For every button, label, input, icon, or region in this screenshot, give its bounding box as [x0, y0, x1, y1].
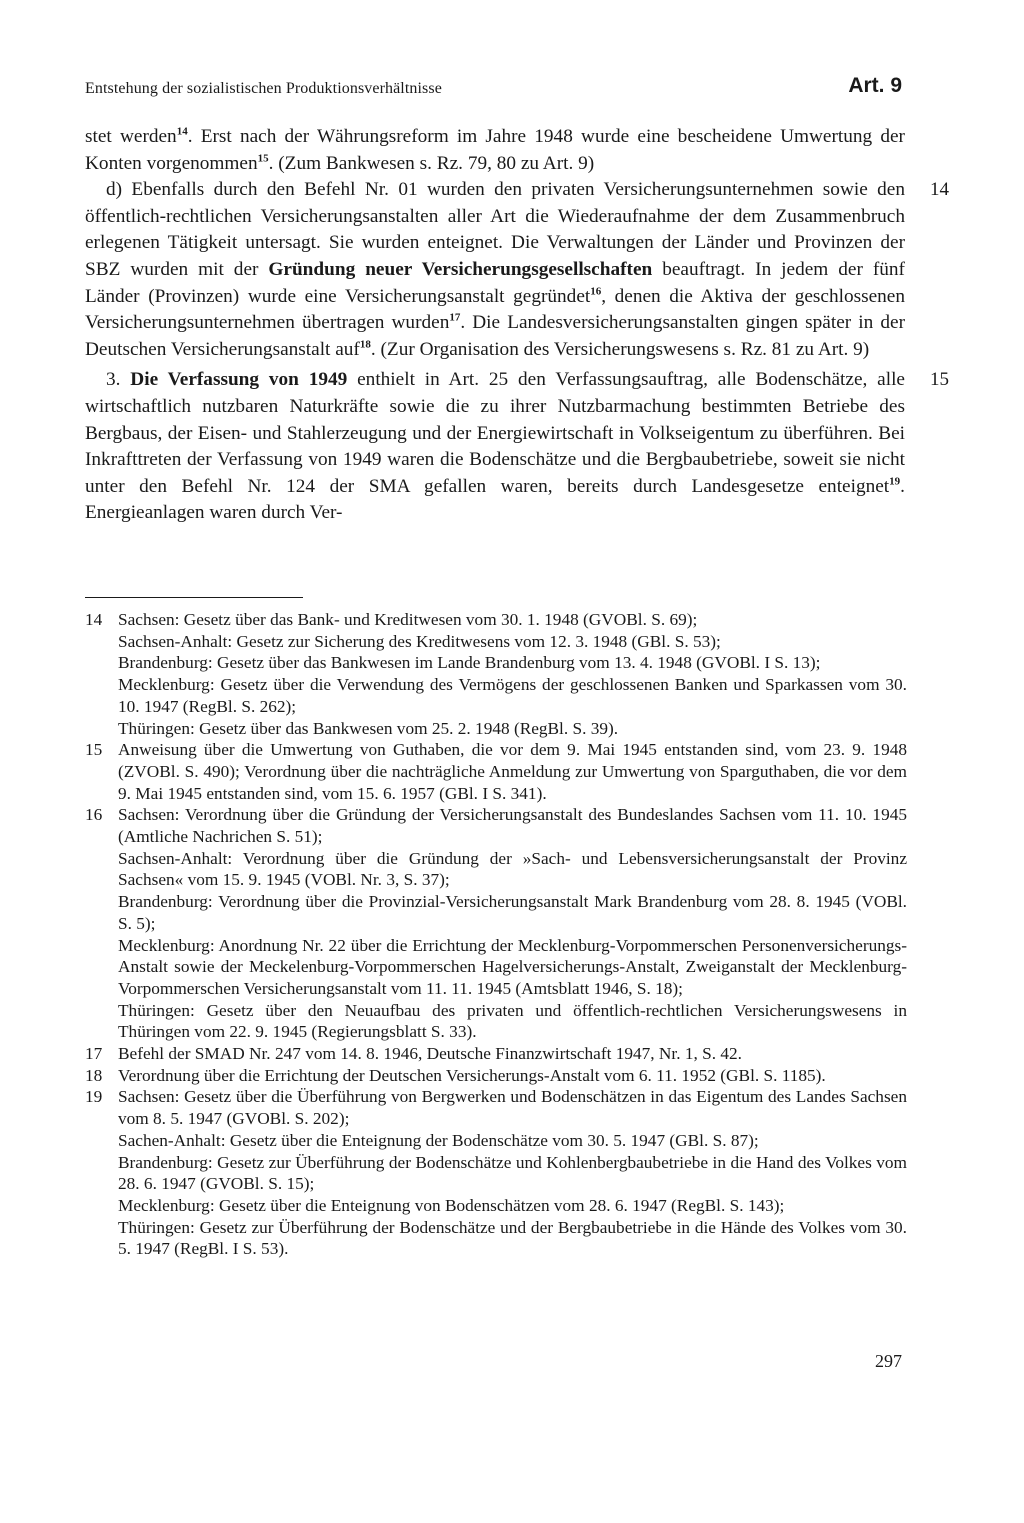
footnote-divider — [85, 597, 303, 598]
footnote-ref: 14 — [176, 125, 188, 138]
footnote — [85, 739, 907, 804]
footnote — [85, 1065, 907, 1087]
text-run: stet werden — [85, 126, 177, 147]
footnote-line: Sachsen-Anhalt: Verordnung über die Gründung der »Sach- und Lebensversicherungsanstalt der Provinz Sachsen« vom 15. 9. 1945 (VOBl. Nr. 3, S. 37); — [118, 848, 907, 890]
emphasis: Die Verfassung von 1949 — [130, 369, 348, 391]
emphasis: Gründung neuer Versicherungsgesellschaften — [268, 258, 653, 280]
footnote-line: Brandenburg: Gesetz zur Überführung der Bodenschätze und Kohlenbergbaubetriebe in die Hand des Volkes vom 28. 6. 1947 (GVOBl. S. 15); — [118, 1152, 907, 1194]
text-run: beauftragt. In jedem der fünf Länder (Provinzen) wurde eine Versicherungsanstalt gegründet — [85, 258, 905, 307]
footnote — [85, 609, 907, 739]
footnote-ref: 19 — [889, 475, 901, 488]
text-run: . (Zur Organisation des Versicherungswesens s. Rz. 81 zu Art. 9) — [370, 338, 870, 360]
text-run: . Die Landesversicherungsanstalten gingen später in der Deutschen Versicherungsanstalt auf — [85, 312, 905, 360]
footnote-number: 19 — [85, 1087, 103, 1107]
footnote-number: 18 — [85, 1065, 103, 1085]
text-run: d) Ebenfalls durch den Befehl Nr. 01 wurden den privaten Versicherungsunternehmen sowie den öffentlich-rechtlichen Versicherungsanstalten aller Art die Wiederaufnahme der dem Zusammenbruch erlegenen Tätigkeit untersagt. Sie wurden enteignet. Die Verwaltungen der Länder und Provinzen der SBZ wurden mit der — [85, 179, 905, 280]
page-number: 297 — [875, 1351, 902, 1371]
text-run: enthielt in Art. 25 den Verfassungsauftrag, alle Bodenschätze, alle wirtschaftlich nutzbaren Naturkräfte sowie die zu ihrer Nutzbarmachung bestimmten Betriebe des Bergbaus, der Eisen- und Stahlerzeugung und der Energiewirtschaft in Volkseigentum zu überführen. Bei Inkrafttreten der Verfassung von 1949 waren die Bodenschätze und die Bergbaubetriebe, soweit sie nicht unter den Befehl Nr. 124 der SMA gefallen waren, bereits durch Landesgesetze enteignet — [85, 369, 905, 497]
text-run: , denen die Aktiva der geschlossenen Versicherungsunternehmen übertragen wurden — [85, 285, 905, 334]
footnote-line: Brandenburg: Gesetz über das Bankwesen im Lande Brandenburg vom 13. 4. 1948 (GVOBl. I S. 13); — [118, 653, 821, 673]
footnote-ref: 16 — [590, 285, 602, 298]
footnote-line: Thüringen: Gesetz über das Bankwesen vom 25. 2. 1948 (RegBl. S. 39). — [118, 718, 619, 738]
footnote-ref: 17 — [449, 311, 461, 324]
paragraph-continuation — [85, 124, 905, 177]
footnote-number: 17 — [85, 1044, 103, 1064]
margin-number: 15 — [930, 369, 949, 391]
footnote — [85, 1043, 907, 1065]
text-run: . Energieanlagen waren durch Ver- — [85, 475, 905, 524]
footnote-line: Sachen-Anhalt: Gesetz über die Enteignung der Bodenschätze vom 30. 5. 1947 (GBl. S. 87); — [118, 1130, 759, 1150]
footnote-number: 14 — [85, 610, 103, 629]
running-head: Entstehung der sozialistischen Produktionsverhältnisse — [85, 80, 442, 97]
footnote-line: Thüringen: Gesetz über den Neuaufbau des privaten und öffentlich-rechtlichen Versicherungswesens in Thüringen vom 22. 9. 1945 (Regierungsblatt S. 33). — [118, 1000, 907, 1042]
footnote-line: Verordnung über die Errichtung der Deutschen Versicherungs-Anstalt vom 6. 11. 1952 (GBl. S. 1185). — [118, 1065, 826, 1085]
footnote-line: Sachsen: Gesetz über das Bank- und Kreditwesen vom 30. 1. 1948 (GVOBl. S. 69); — [118, 610, 698, 629]
footnote-line: Anweisung über die Umwertung von Guthaben, die vor dem 9. Mai 1945 entstanden sind, vom 23. 9. 1948 (ZVOBl. S. 490); Verordnung über die nachträgliche Anmeldung zur Umwertung von Sparguthaben, die vor dem 9. Mai 1945 entstanden sind, vom 15. 6. 1957 (GBl. I S. 341). — [118, 740, 907, 803]
footnote — [85, 804, 907, 1043]
footnote-line: Thüringen: Gesetz zur Überführung der Bodenschätze und der Bergbaubetriebe in die Hände des Volkes vom 30. 5. 1947 (RegBl. I S. 53). — [118, 1217, 907, 1259]
text-run: . Erst nach der Währungsreform im Jahre 1948 wurde eine bescheidene Umwertung der Konten vorgenommen — [85, 126, 905, 174]
footnote-number: 15 — [85, 740, 103, 760]
body-text — [85, 124, 949, 527]
footnote-ref: 15 — [257, 152, 269, 165]
text-run: . (Zum Bankwesen s. Rz. 79, 80 zu Art. 9) — [268, 152, 595, 174]
footnote-line: Sachsen: Gesetz über die Überführung von Bergwerken und Bodenschätzen in das Eigentum des Landes Sachsen vom 8. 5. 1947 (GVOBl. S. 202); — [118, 1087, 907, 1129]
footnote-line: Sachsen-Anhalt: Gesetz zur Sicherung des Kreditwesens vom 12. 3. 1948 (GBl. S. 53); — [118, 631, 721, 651]
footnote-number: 16 — [85, 805, 103, 825]
footnote-line: Mecklenburg: Anordnung Nr. 22 über die Errichtung der Mecklenburg-Vorpommerschen Personenversicherungs-Anstalt sowie der Meckelenburg-Vorpommerschen Hagelversicherungs-Anstalt, Zweiganstalt der Mecklenburg-Vorpommerschen Versicherungsanstalt vom 11. 11. 1945 (Amtsblatt 1946, S. 18); — [118, 935, 907, 998]
footnote-line: Mecklenburg: Gesetz über die Enteignung von Bodenschätzen vom 28. 6. 1947 (RegBl. S. 143); — [118, 1195, 785, 1215]
margin-number: 14 — [930, 179, 949, 201]
paragraph-constitution — [85, 367, 949, 527]
paragraph-insurance — [85, 177, 949, 363]
footnotes — [85, 609, 907, 1260]
footnote-ref: 18 — [359, 338, 371, 351]
footnote-line: Brandenburg: Verordnung über die Provinzial-Versicherungsanstalt Mark Brandenburg vom 28. 8. 1945 (VOBl. S. 5); — [118, 892, 907, 933]
footnote-line: Mecklenburg: Gesetz über die Verwendung des Vermögens der geschlossenen Banken und Sparkassen vom 30. 10. 1947 (RegBl. S. 262); — [118, 675, 907, 716]
footnote — [85, 1086, 907, 1260]
footnote-line: Sachsen: Verordnung über die Gründung der Versicherungsanstalt des Bundeslandes Sachsen vom 11. 10. 1945 (Amtliche Nachrichen S. 51); — [118, 805, 907, 847]
text-run: 3. — [106, 369, 131, 391]
footnote-line: Befehl der SMAD Nr. 247 vom 14. 8. 1946, Deutsche Finanzwirtschaft 1947, Nr. 1, S. 42. — [118, 1044, 742, 1064]
article-label: Art. 9 — [848, 74, 902, 97]
